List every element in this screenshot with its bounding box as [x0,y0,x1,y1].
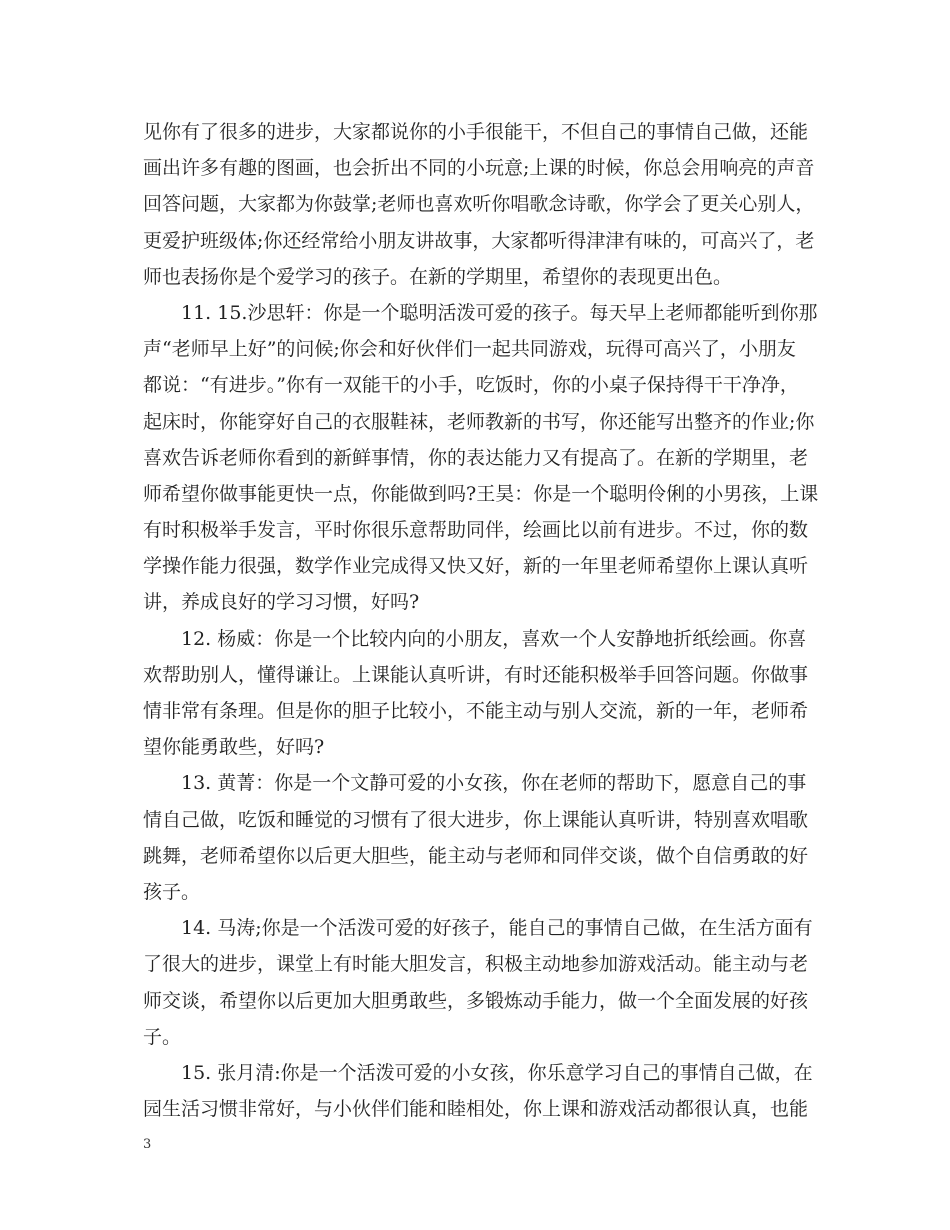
text-line: 声“老师早上好”的问候;你会和好伙伴们一起共同游戏，玩得可高兴了，小朋友 [143,338,796,361]
text-line: 有时积极举手发言，平时你很乐意帮助同伴，绘画比以前有进步。不过，你的数 [143,519,809,542]
text-line: 园生活习惯非常好，与小伙伴们能和睦相处，你上课和游戏活动都很认真，也能 [143,1098,809,1121]
text-line: 子。 [143,1025,182,1048]
paragraph-first-line: 11. 15.沙思轩：你是一个聪明活泼可爱的孩子。每天早上老师都能听到你那 [181,301,818,324]
text-line: 学操作能力很强，数学作业完成得又快又好，新的一年里老师希望你上课认真听 [143,555,809,578]
paragraph-first-line: 15. 张月清:你是一个活泼可爱的小女孩，你乐意学习自己的事情自己做，在 [181,1061,813,1084]
text-line: 师交谈，希望你以后更加大胆勇敢些，多锻炼动手能力，做一个全面发展的好孩 [143,989,809,1012]
paragraph-first-line: 12. 杨威：你是一个比较内向的小朋友，喜欢一个人安静地折纸绘画。你喜 [181,627,807,650]
text-line: 画出许多有趣的图画，也会折出不同的小玩意;上课的时候，你总会用响亮的声音 [143,157,815,180]
text-line: 师希望你做事能更快一点，你能做到吗?王昊：你是一个聪明伶俐的小男孩，上课 [143,482,819,505]
text-line: 起床时，你能穿好自己的衣服鞋袜，老师教新的书写，你还能写出整齐的作业;你 [143,410,815,433]
text-line: 情自己做，吃饭和睡觉的习惯有了很大进步，你上课能认真听讲，特别喜欢唱歌 [143,808,809,831]
text-line: 见你有了很多的进步，大家都说你的小手很能干，不但自己的事情自己做，还能 [143,121,809,143]
text-line: 更爱护班级体;你还经常给小朋友讲故事，大家都听得津津有味的，可高兴了，老 [143,229,815,252]
text-line: 都说：“有进步。”你有一双能干的小手，吃饭时，你的小桌子保持得干干净净， [143,374,799,397]
text-line: 欢帮助别人，懂得谦让。上课能认真听讲，有时还能积极举手回答问题。你做事 [143,663,809,686]
text-line: 讲，养成良好的学习习惯，好吗? [143,591,420,614]
text-line: 回答问题，大家都为你鼓掌;老师也喜欢听你唱歌念诗歌，你学会了更关心别人， [143,193,815,216]
text-line: 情非常有条理。但是你的胆子比较小，不能主动与别人交流，新的一年，老师希 [143,700,809,722]
text-line: 孩子。 [143,880,201,903]
page-number: 3 [143,1137,152,1152]
text-line: 了很大的进步，课堂上有时能大胆发言，积极主动地参加游戏活动。能主动与老 [143,953,809,976]
paragraph-first-line: 13. 黄菁：你是一个文静可爱的小女孩，你在老师的帮助下，愿意自己的事 [181,772,807,795]
paragraph-first-line: 14. 马涛;你是一个活泼可爱的好孩子，能自己的事情自己做，在生活方面有 [181,917,813,940]
text-line: 望你能勇敢些，好吗? [143,736,325,759]
text-line: 喜欢告诉老师你看到的新鲜事情，你的表达能力又有提高了。在新的学期里，老 [143,446,809,469]
text-line: 跳舞，老师希望你以后更大胆些，能主动与老师和同伴交谈，做个自信勇敢的好 [143,844,809,867]
body-text [143,114,819,1127]
text-line: 师也表扬你是个爱学习的孩子。在新的学期里，希望你的表现更出色。 [143,265,733,288]
